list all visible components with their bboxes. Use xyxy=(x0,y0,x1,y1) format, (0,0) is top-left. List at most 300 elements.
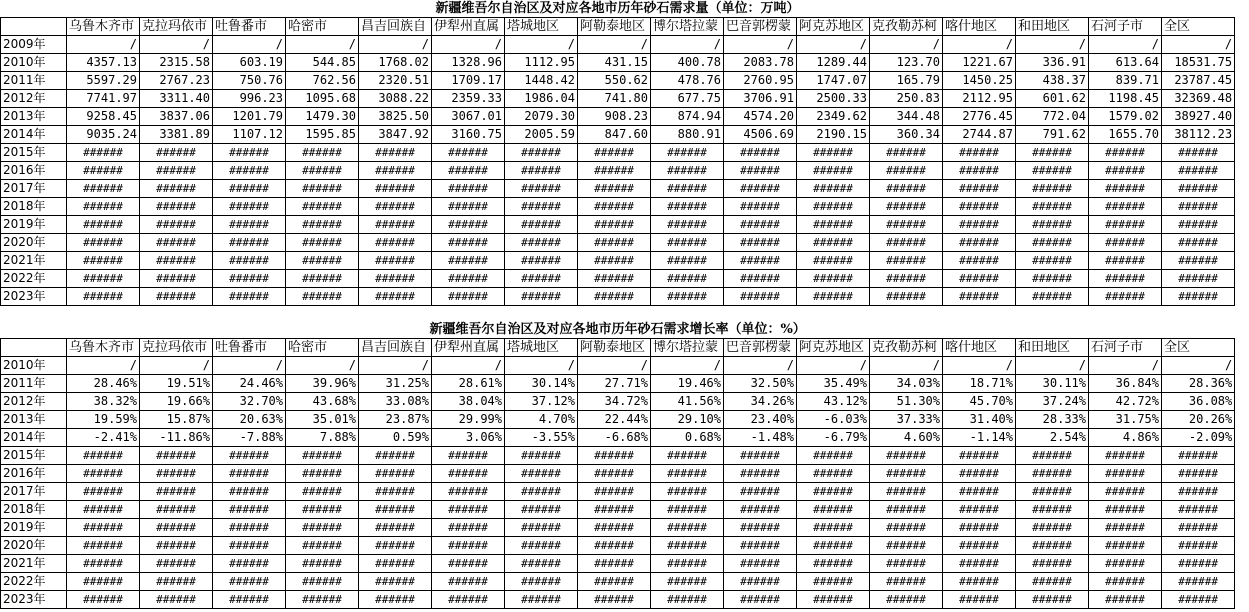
year-label-cell[interactable]: 2022年 xyxy=(1,573,67,591)
data-cell[interactable]: ###### xyxy=(140,288,213,306)
year-label-cell[interactable]: 2015年 xyxy=(1,447,67,465)
data-cell[interactable]: ###### xyxy=(432,162,505,180)
column-header-cell[interactable]: 巴音郭楞蒙 xyxy=(724,339,797,357)
data-cell[interactable]: ###### xyxy=(578,198,651,216)
data-cell[interactable]: ###### xyxy=(1162,483,1235,501)
data-cell[interactable]: ###### xyxy=(578,501,651,519)
data-cell[interactable]: ###### xyxy=(1162,555,1235,573)
data-cell[interactable]: 2079.30 xyxy=(505,108,578,126)
data-cell[interactable]: ###### xyxy=(724,234,797,252)
data-cell[interactable]: ###### xyxy=(1162,501,1235,519)
data-cell[interactable]: ###### xyxy=(724,573,797,591)
data-cell[interactable]: ###### xyxy=(1089,198,1162,216)
data-cell[interactable]: 37.12% xyxy=(505,393,578,411)
data-cell[interactable]: ###### xyxy=(1162,198,1235,216)
data-cell[interactable]: ###### xyxy=(67,483,140,501)
data-cell[interactable]: ###### xyxy=(359,591,432,609)
data-cell[interactable]: 45.70% xyxy=(943,393,1016,411)
data-cell[interactable]: 30.11% xyxy=(1016,375,1089,393)
data-cell[interactable]: ###### xyxy=(651,555,724,573)
data-cell[interactable]: ###### xyxy=(286,252,359,270)
data-cell[interactable]: / xyxy=(578,357,651,375)
data-cell[interactable]: 2320.51 xyxy=(359,72,432,90)
data-cell[interactable]: ###### xyxy=(505,198,578,216)
data-cell[interactable]: ###### xyxy=(870,180,943,198)
data-cell[interactable]: 4.70% xyxy=(505,411,578,429)
data-cell[interactable]: ###### xyxy=(1162,180,1235,198)
data-cell[interactable]: 3706.91 xyxy=(724,90,797,108)
data-cell[interactable]: ###### xyxy=(1016,270,1089,288)
data-cell[interactable]: -1.14% xyxy=(943,429,1016,447)
data-cell[interactable]: ###### xyxy=(67,537,140,555)
data-cell[interactable]: ###### xyxy=(286,555,359,573)
data-cell[interactable]: 18531.75 xyxy=(1162,54,1235,72)
data-cell[interactable]: 4.60% xyxy=(870,429,943,447)
data-cell[interactable]: 360.34 xyxy=(870,126,943,144)
data-cell[interactable]: ###### xyxy=(67,465,140,483)
data-cell[interactable]: 2744.87 xyxy=(943,126,1016,144)
data-cell[interactable]: 42.72% xyxy=(1089,393,1162,411)
data-cell[interactable]: ###### xyxy=(67,591,140,609)
data-cell[interactable]: ###### xyxy=(359,501,432,519)
data-cell[interactable]: ###### xyxy=(505,162,578,180)
data-cell[interactable]: ###### xyxy=(797,234,870,252)
data-cell[interactable]: 29.99% xyxy=(432,411,505,429)
data-cell[interactable]: 1289.44 xyxy=(797,54,870,72)
data-cell[interactable]: ###### xyxy=(797,519,870,537)
data-cell[interactable]: 2190.15 xyxy=(797,126,870,144)
column-header-cell[interactable]: 和田地区 xyxy=(1016,18,1089,36)
data-cell[interactable]: ###### xyxy=(651,447,724,465)
data-cell[interactable]: ###### xyxy=(1162,288,1235,306)
data-cell[interactable]: / xyxy=(359,36,432,54)
data-cell[interactable]: ###### xyxy=(140,234,213,252)
year-label-cell[interactable]: 2017年 xyxy=(1,180,67,198)
data-cell[interactable]: 601.62 xyxy=(1016,90,1089,108)
data-cell[interactable]: ###### xyxy=(943,144,1016,162)
data-cell[interactable]: ###### xyxy=(359,252,432,270)
data-cell[interactable]: ###### xyxy=(286,447,359,465)
data-cell[interactable]: ###### xyxy=(943,465,1016,483)
year-label-cell[interactable]: 2023年 xyxy=(1,591,67,609)
data-cell[interactable]: ###### xyxy=(870,198,943,216)
year-label-cell[interactable]: 2011年 xyxy=(1,72,67,90)
data-cell[interactable]: 1328.96 xyxy=(432,54,505,72)
data-cell[interactable]: ###### xyxy=(1089,573,1162,591)
data-cell[interactable]: 4.86% xyxy=(1089,429,1162,447)
data-cell[interactable]: / xyxy=(1089,36,1162,54)
data-cell[interactable]: ###### xyxy=(797,144,870,162)
data-cell[interactable]: 23787.45 xyxy=(1162,72,1235,90)
data-cell[interactable]: ###### xyxy=(213,447,286,465)
data-cell[interactable]: ###### xyxy=(213,180,286,198)
data-cell[interactable]: ###### xyxy=(1089,180,1162,198)
data-cell[interactable]: ###### xyxy=(67,288,140,306)
data-cell[interactable]: ###### xyxy=(578,447,651,465)
data-cell[interactable]: ###### xyxy=(140,501,213,519)
data-cell[interactable]: ###### xyxy=(651,483,724,501)
year-label-cell[interactable]: 2012年 xyxy=(1,393,67,411)
data-cell[interactable]: 1986.04 xyxy=(505,90,578,108)
data-cell[interactable]: ###### xyxy=(943,573,1016,591)
data-cell[interactable]: 35.49% xyxy=(797,375,870,393)
data-cell[interactable]: ###### xyxy=(505,483,578,501)
data-cell[interactable]: 344.48 xyxy=(870,108,943,126)
data-cell[interactable]: 39.96% xyxy=(286,375,359,393)
data-cell[interactable]: ###### xyxy=(651,144,724,162)
data-cell[interactable]: ###### xyxy=(359,573,432,591)
year-label-cell[interactable]: 2020年 xyxy=(1,537,67,555)
data-cell[interactable]: ###### xyxy=(578,162,651,180)
data-cell[interactable]: / xyxy=(943,357,1016,375)
data-cell[interactable]: / xyxy=(505,36,578,54)
data-cell[interactable]: 1107.12 xyxy=(213,126,286,144)
data-cell[interactable]: 15.87% xyxy=(140,411,213,429)
data-cell[interactable]: ###### xyxy=(286,234,359,252)
data-cell[interactable]: ###### xyxy=(724,501,797,519)
column-header-cell[interactable]: 和田地区 xyxy=(1016,339,1089,357)
data-cell[interactable]: 3847.92 xyxy=(359,126,432,144)
data-cell[interactable]: ###### xyxy=(797,501,870,519)
data-cell[interactable]: ###### xyxy=(286,162,359,180)
data-cell[interactable]: ###### xyxy=(432,519,505,537)
data-cell[interactable]: ###### xyxy=(359,234,432,252)
data-cell[interactable]: ###### xyxy=(870,465,943,483)
data-cell[interactable]: / xyxy=(797,357,870,375)
data-cell[interactable]: ###### xyxy=(1016,162,1089,180)
data-cell[interactable]: ###### xyxy=(213,252,286,270)
data-cell[interactable]: ###### xyxy=(943,483,1016,501)
data-cell[interactable]: ###### xyxy=(505,216,578,234)
data-cell[interactable]: ###### xyxy=(432,447,505,465)
data-cell[interactable]: / xyxy=(505,357,578,375)
data-cell[interactable]: 32.50% xyxy=(724,375,797,393)
data-cell[interactable]: 677.75 xyxy=(651,90,724,108)
data-cell[interactable]: 3.06% xyxy=(432,429,505,447)
data-cell[interactable]: 43.12% xyxy=(797,393,870,411)
data-cell[interactable]: 28.61% xyxy=(432,375,505,393)
data-cell[interactable]: ###### xyxy=(505,180,578,198)
data-cell[interactable]: 0.59% xyxy=(359,429,432,447)
data-cell[interactable]: 750.76 xyxy=(213,72,286,90)
data-cell[interactable]: ###### xyxy=(505,144,578,162)
data-cell[interactable]: ###### xyxy=(870,537,943,555)
data-cell[interactable]: ###### xyxy=(724,591,797,609)
data-cell[interactable]: ###### xyxy=(140,537,213,555)
data-cell[interactable]: ###### xyxy=(213,162,286,180)
data-cell[interactable]: ###### xyxy=(1162,519,1235,537)
data-cell[interactable]: 438.37 xyxy=(1016,72,1089,90)
data-cell[interactable]: ###### xyxy=(1162,216,1235,234)
data-cell[interactable]: -1.48% xyxy=(724,429,797,447)
data-cell[interactable]: ###### xyxy=(578,555,651,573)
year-label-cell[interactable]: 2013年 xyxy=(1,108,67,126)
data-cell[interactable]: 3837.06 xyxy=(140,108,213,126)
data-cell[interactable]: / xyxy=(213,36,286,54)
data-cell[interactable]: -6.79% xyxy=(797,429,870,447)
column-header-cell[interactable]: 伊犁州直属 xyxy=(432,339,505,357)
corner-cell[interactable] xyxy=(1,18,67,36)
data-cell[interactable]: ###### xyxy=(67,144,140,162)
data-cell[interactable]: ###### xyxy=(1016,288,1089,306)
data-cell[interactable]: / xyxy=(651,36,724,54)
data-cell[interactable]: 1221.67 xyxy=(943,54,1016,72)
data-cell[interactable]: ###### xyxy=(140,555,213,573)
column-header-cell[interactable]: 巴音郭楞蒙 xyxy=(724,18,797,36)
data-cell[interactable]: ###### xyxy=(286,180,359,198)
data-cell[interactable]: ###### xyxy=(943,198,1016,216)
data-cell[interactable]: ###### xyxy=(213,519,286,537)
data-cell[interactable]: ###### xyxy=(213,288,286,306)
data-cell[interactable]: ###### xyxy=(943,447,1016,465)
data-cell[interactable]: ###### xyxy=(1089,252,1162,270)
data-cell[interactable]: ###### xyxy=(578,270,651,288)
data-cell[interactable]: ###### xyxy=(140,519,213,537)
data-cell[interactable]: ###### xyxy=(359,162,432,180)
data-cell[interactable]: -11.86% xyxy=(140,429,213,447)
data-cell[interactable]: 31.75% xyxy=(1089,411,1162,429)
data-cell[interactable]: 791.62 xyxy=(1016,126,1089,144)
data-cell[interactable]: 20.26% xyxy=(1162,411,1235,429)
data-cell[interactable]: 23.87% xyxy=(359,411,432,429)
data-cell[interactable]: ###### xyxy=(286,537,359,555)
data-cell[interactable]: -6.03% xyxy=(797,411,870,429)
data-cell[interactable]: ###### xyxy=(1162,537,1235,555)
data-cell[interactable]: 19.51% xyxy=(140,375,213,393)
data-cell[interactable]: ###### xyxy=(578,573,651,591)
data-cell[interactable]: ###### xyxy=(213,501,286,519)
data-cell[interactable]: ###### xyxy=(651,162,724,180)
data-cell[interactable]: 38112.23 xyxy=(1162,126,1235,144)
data-cell[interactable]: ###### xyxy=(943,270,1016,288)
data-cell[interactable]: 29.10% xyxy=(651,411,724,429)
data-cell[interactable]: / xyxy=(213,357,286,375)
data-cell[interactable]: 3825.50 xyxy=(359,108,432,126)
data-cell[interactable]: ###### xyxy=(67,519,140,537)
data-cell[interactable]: ###### xyxy=(359,216,432,234)
data-cell[interactable]: ###### xyxy=(1016,483,1089,501)
data-cell[interactable]: ###### xyxy=(1089,144,1162,162)
year-label-cell[interactable]: 2009年 xyxy=(1,36,67,54)
data-cell[interactable]: 839.71 xyxy=(1089,72,1162,90)
data-cell[interactable]: ###### xyxy=(67,198,140,216)
data-cell[interactable]: / xyxy=(943,36,1016,54)
data-cell[interactable]: / xyxy=(578,36,651,54)
data-cell[interactable]: 19.66% xyxy=(140,393,213,411)
data-cell[interactable]: 478.76 xyxy=(651,72,724,90)
data-cell[interactable]: ###### xyxy=(651,591,724,609)
data-cell[interactable]: ###### xyxy=(797,555,870,573)
data-cell[interactable]: 32.70% xyxy=(213,393,286,411)
data-cell[interactable]: ###### xyxy=(870,501,943,519)
data-cell[interactable]: ###### xyxy=(870,555,943,573)
data-cell[interactable]: ###### xyxy=(140,591,213,609)
year-label-cell[interactable]: 2010年 xyxy=(1,54,67,72)
data-cell[interactable]: ###### xyxy=(651,252,724,270)
data-cell[interactable]: ###### xyxy=(724,216,797,234)
column-header-cell[interactable]: 喀什地区 xyxy=(943,18,1016,36)
data-cell[interactable]: 1655.70 xyxy=(1089,126,1162,144)
data-cell[interactable]: ###### xyxy=(286,465,359,483)
data-cell[interactable]: ###### xyxy=(67,501,140,519)
data-cell[interactable]: 28.46% xyxy=(67,375,140,393)
data-cell[interactable]: ###### xyxy=(432,234,505,252)
column-header-cell[interactable]: 克拉玛依市 xyxy=(140,18,213,36)
data-cell[interactable]: 1112.95 xyxy=(505,54,578,72)
data-cell[interactable]: 880.91 xyxy=(651,126,724,144)
year-label-cell[interactable]: 2018年 xyxy=(1,501,67,519)
data-cell[interactable]: ###### xyxy=(213,270,286,288)
data-cell[interactable]: / xyxy=(140,357,213,375)
data-cell[interactable]: 2083.78 xyxy=(724,54,797,72)
year-label-cell[interactable]: 2016年 xyxy=(1,465,67,483)
data-cell[interactable]: 1450.25 xyxy=(943,72,1016,90)
data-cell[interactable]: / xyxy=(140,36,213,54)
data-cell[interactable]: 1747.07 xyxy=(797,72,870,90)
data-cell[interactable]: ###### xyxy=(432,252,505,270)
data-cell[interactable]: ###### xyxy=(1089,501,1162,519)
year-label-cell[interactable]: 2015年 xyxy=(1,144,67,162)
data-cell[interactable]: 31.40% xyxy=(943,411,1016,429)
data-cell[interactable]: ###### xyxy=(943,252,1016,270)
data-cell[interactable]: 400.78 xyxy=(651,54,724,72)
data-cell[interactable]: / xyxy=(286,36,359,54)
data-cell[interactable]: ###### xyxy=(432,483,505,501)
data-cell[interactable]: ###### xyxy=(797,198,870,216)
data-cell[interactable]: ###### xyxy=(286,198,359,216)
data-cell[interactable]: ###### xyxy=(505,252,578,270)
column-header-cell[interactable]: 克孜勒苏柯 xyxy=(870,18,943,36)
data-cell[interactable]: 23.40% xyxy=(724,411,797,429)
year-label-cell[interactable]: 2012年 xyxy=(1,90,67,108)
year-label-cell[interactable]: 2016年 xyxy=(1,162,67,180)
data-cell[interactable]: ###### xyxy=(67,162,140,180)
year-label-cell[interactable]: 2020年 xyxy=(1,234,67,252)
data-cell[interactable]: / xyxy=(432,357,505,375)
data-cell[interactable]: ###### xyxy=(1016,252,1089,270)
data-cell[interactable]: ###### xyxy=(943,501,1016,519)
data-cell[interactable]: ###### xyxy=(359,144,432,162)
data-cell[interactable]: ###### xyxy=(432,144,505,162)
data-cell[interactable]: ###### xyxy=(359,447,432,465)
data-cell[interactable]: 43.68% xyxy=(286,393,359,411)
data-cell[interactable]: 35.01% xyxy=(286,411,359,429)
data-cell[interactable]: ###### xyxy=(578,234,651,252)
data-cell[interactable]: 34.26% xyxy=(724,393,797,411)
year-label-cell[interactable]: 2013年 xyxy=(1,411,67,429)
data-cell[interactable]: ###### xyxy=(432,270,505,288)
data-cell[interactable]: 603.19 xyxy=(213,54,286,72)
data-cell[interactable]: 2315.58 xyxy=(140,54,213,72)
data-cell[interactable]: ###### xyxy=(1089,537,1162,555)
data-cell[interactable]: ###### xyxy=(1089,447,1162,465)
data-cell[interactable]: / xyxy=(1162,357,1235,375)
data-cell[interactable]: 31.25% xyxy=(359,375,432,393)
data-cell[interactable]: ###### xyxy=(140,180,213,198)
column-header-cell[interactable]: 哈密市 xyxy=(286,339,359,357)
data-cell[interactable]: 9258.45 xyxy=(67,108,140,126)
data-cell[interactable]: ###### xyxy=(1089,234,1162,252)
data-cell[interactable]: ###### xyxy=(651,288,724,306)
column-header-cell[interactable]: 伊犁州直属 xyxy=(432,18,505,36)
data-cell[interactable]: 4506.69 xyxy=(724,126,797,144)
data-cell[interactable]: 908.23 xyxy=(578,108,651,126)
data-cell[interactable]: -2.09% xyxy=(1162,429,1235,447)
data-cell[interactable]: ###### xyxy=(432,216,505,234)
data-cell[interactable]: ###### xyxy=(213,144,286,162)
column-header-cell[interactable]: 阿勒泰地区 xyxy=(578,339,651,357)
data-cell[interactable]: ###### xyxy=(870,234,943,252)
data-cell[interactable]: ###### xyxy=(1162,252,1235,270)
data-cell[interactable]: 3381.89 xyxy=(140,126,213,144)
data-cell[interactable]: 5597.29 xyxy=(67,72,140,90)
data-cell[interactable]: ###### xyxy=(505,555,578,573)
data-cell[interactable]: ###### xyxy=(943,555,1016,573)
data-cell[interactable]: ###### xyxy=(1016,573,1089,591)
data-cell[interactable]: 27.71% xyxy=(578,375,651,393)
data-cell[interactable]: ###### xyxy=(286,216,359,234)
data-cell[interactable]: / xyxy=(724,357,797,375)
data-cell[interactable]: ###### xyxy=(943,234,1016,252)
data-cell[interactable]: ###### xyxy=(578,483,651,501)
data-cell[interactable]: ###### xyxy=(797,573,870,591)
data-cell[interactable]: 550.62 xyxy=(578,72,651,90)
data-cell[interactable]: ###### xyxy=(359,537,432,555)
data-cell[interactable]: ###### xyxy=(213,216,286,234)
data-cell[interactable]: 847.60 xyxy=(578,126,651,144)
data-cell[interactable]: 1768.02 xyxy=(359,54,432,72)
data-cell[interactable]: 9035.24 xyxy=(67,126,140,144)
data-cell[interactable]: ###### xyxy=(1089,555,1162,573)
year-label-cell[interactable]: 2010年 xyxy=(1,357,67,375)
data-cell[interactable]: 1579.02 xyxy=(1089,108,1162,126)
data-cell[interactable]: 24.46% xyxy=(213,375,286,393)
data-cell[interactable]: ###### xyxy=(67,555,140,573)
data-cell[interactable]: ###### xyxy=(651,537,724,555)
data-cell[interactable]: ###### xyxy=(870,216,943,234)
data-cell[interactable]: / xyxy=(724,36,797,54)
data-cell[interactable]: ###### xyxy=(1162,591,1235,609)
data-cell[interactable]: -6.68% xyxy=(578,429,651,447)
data-cell[interactable]: 4574.20 xyxy=(724,108,797,126)
data-cell[interactable]: -7.88% xyxy=(213,429,286,447)
data-cell[interactable]: ###### xyxy=(1089,519,1162,537)
data-cell[interactable]: ###### xyxy=(1089,162,1162,180)
data-cell[interactable]: 20.63% xyxy=(213,411,286,429)
data-cell[interactable]: ###### xyxy=(1016,465,1089,483)
data-cell[interactable]: / xyxy=(1162,36,1235,54)
data-cell[interactable]: ###### xyxy=(286,591,359,609)
data-cell[interactable]: 1595.85 xyxy=(286,126,359,144)
data-cell[interactable]: ###### xyxy=(1162,234,1235,252)
data-cell[interactable]: 19.46% xyxy=(651,375,724,393)
data-cell[interactable]: ###### xyxy=(870,252,943,270)
year-label-cell[interactable]: 2021年 xyxy=(1,555,67,573)
year-label-cell[interactable]: 2019年 xyxy=(1,216,67,234)
data-cell[interactable]: ###### xyxy=(505,447,578,465)
data-cell[interactable]: ###### xyxy=(213,573,286,591)
data-cell[interactable]: ###### xyxy=(1089,465,1162,483)
column-header-cell[interactable]: 阿克苏地区 xyxy=(797,339,870,357)
data-cell[interactable]: 33.08% xyxy=(359,393,432,411)
data-cell[interactable]: 1709.17 xyxy=(432,72,505,90)
data-cell[interactable]: ###### xyxy=(943,519,1016,537)
data-cell[interactable]: 22.44% xyxy=(578,411,651,429)
data-cell[interactable]: ###### xyxy=(651,501,724,519)
data-cell[interactable]: ###### xyxy=(651,216,724,234)
data-cell[interactable]: ###### xyxy=(797,483,870,501)
data-cell[interactable]: ###### xyxy=(359,483,432,501)
